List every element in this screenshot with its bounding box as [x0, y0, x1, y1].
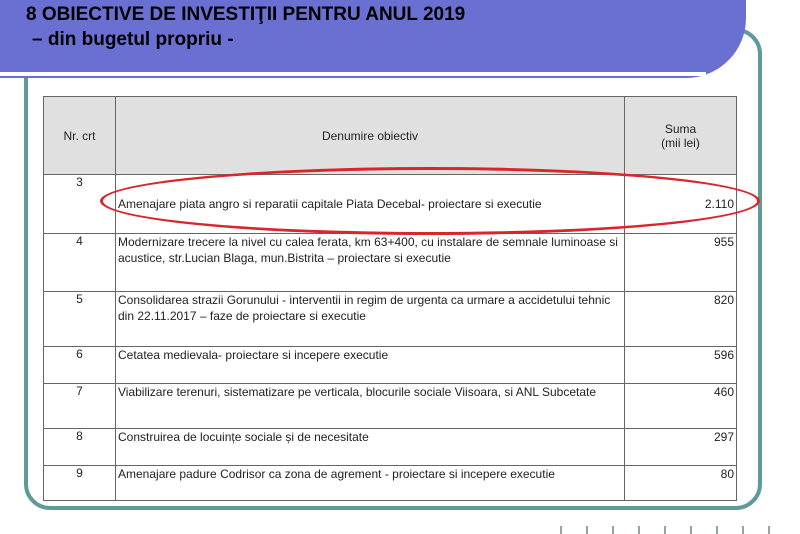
cell-sum: 460 [625, 384, 737, 429]
slide-title: 8 OBIECTIVE DE INVESTIŢII PENTRU ANUL 2019 [26, 4, 466, 25]
cell-nr: 4 [44, 234, 116, 292]
cell-sum: 80 [625, 466, 737, 501]
header-name: Denumire obiectiv [116, 97, 625, 175]
cell-name: Consolidarea strazii Gorunului - interventii in regim de urgenta ca urmare a accidetului tehnic din 22.11.2017 – faze de proiectare si executie [116, 292, 625, 347]
banner-underline [0, 72, 706, 76]
tick-mark [690, 526, 692, 534]
cell-nr: 9 [44, 466, 116, 501]
slide-subtitle: – din bugetul propriu - [32, 29, 234, 50]
cell-name: Amenajare padure Codrisor ca zona de agrement - proiectare si incepere executie [116, 466, 625, 501]
cell-nr: 3 [44, 175, 116, 234]
cell-name: Cetatea medievala- proiectare si incepere executie [116, 347, 625, 384]
tick-mark [586, 526, 588, 534]
cell-name: Amenajare piata angro si reparatii capitale Piata Decebal- proiectare si executie [116, 175, 625, 234]
cell-sum: 2.110 [625, 175, 737, 234]
cell-sum: 596 [625, 347, 737, 384]
cell-sum: 297 [625, 429, 737, 466]
header-nr: Nr. crt [44, 97, 116, 175]
tick-mark [716, 526, 718, 534]
header-sum-unit: (mii lei) [661, 135, 700, 150]
tick-mark [742, 526, 744, 534]
tick-mark [768, 526, 770, 534]
cell-nr: 5 [44, 292, 116, 347]
title-banner [0, 0, 746, 78]
tick-mark [638, 526, 640, 534]
cell-sum: 955 [625, 234, 737, 292]
cell-nr: 7 [44, 384, 116, 429]
cell-nr: 8 [44, 429, 116, 466]
tick-mark [612, 526, 614, 534]
cell-name: Viabilizare terenuri, sistematizare pe verticala, blocurile sociale Viisoara, si ANL Subcetate [116, 384, 625, 429]
table-row [44, 429, 737, 466]
header-sum-label: Suma [664, 121, 697, 136]
tick-mark [664, 526, 666, 534]
investment-table [43, 96, 737, 501]
table-header-row [44, 97, 737, 175]
cell-sum: 820 [625, 292, 737, 347]
tick-mark [560, 526, 562, 534]
table-row [44, 347, 737, 384]
table-row [44, 384, 737, 429]
table-row [44, 292, 737, 347]
cell-name: Construirea de locuințe sociale și de necesitate [116, 429, 625, 466]
table-row [44, 175, 737, 234]
table-row [44, 234, 737, 292]
cell-nr: 6 [44, 347, 116, 384]
cell-name: Modernizare trecere la nivel cu calea ferata, km 63+400, cu instalare de semnale luminoase si acustice, str.Lucian Blaga, mun.Bistrita – proiectare si executie [116, 234, 625, 292]
header-sum [625, 97, 737, 175]
table-row [44, 466, 737, 501]
